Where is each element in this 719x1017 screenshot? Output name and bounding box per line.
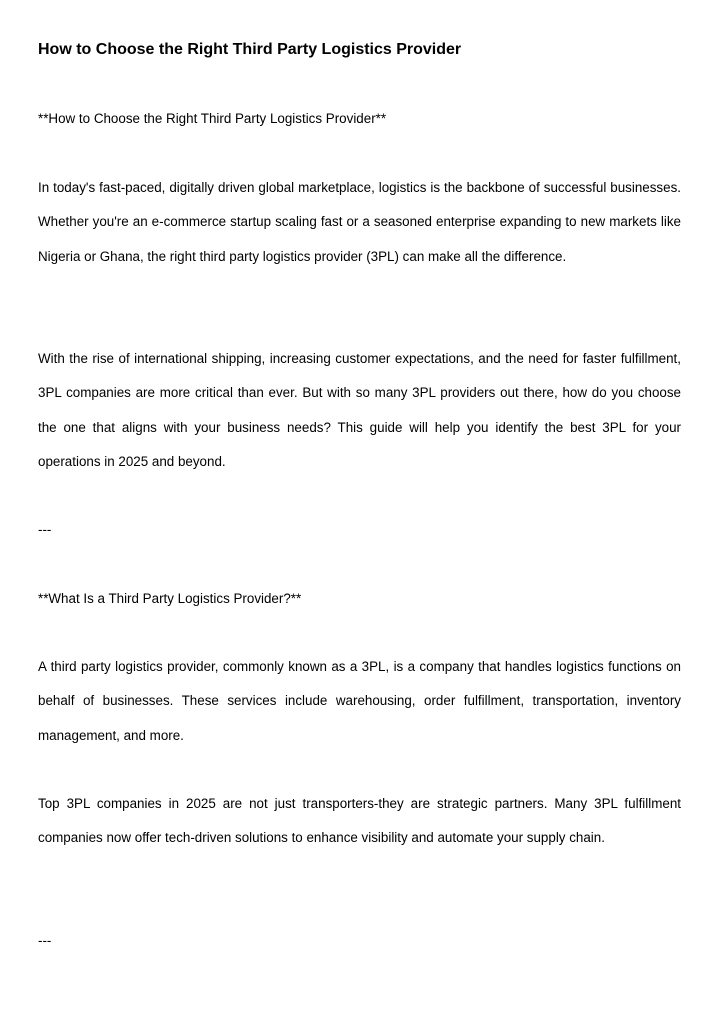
- document-page: [38, 0, 681, 1017]
- section-heading-what-is-3pl: **What Is a Third Party Logistics Provider?**: [38, 591, 302, 606]
- definition-paragraph: A third party logistics provider, commonly known as a 3PL, is a company that handles logistics functions on behalf of businesses. These services include warehousing, order fulfillment, transportation, inventory management, and more.: [38, 659, 681, 743]
- document-title: How to Choose the Right Third Party Logistics Provider: [38, 41, 462, 58]
- section-divider: ---: [38, 933, 52, 948]
- top-3pl-paragraph: Top 3PL companies in 2025 are not just transporters-they are strategic partners. Many 3PL fulfillment companies now offer tech-driven solutions to enhance visibility and automate your supply chain.: [38, 796, 681, 846]
- intro-paragraph: In today's fast-paced, digitally driven global marketplace, logistics is the backbone of successful businesses. Whether you're an e-commerce startup scaling fast or a seasoned enterprise expanding to new markets like Nigeria or Ghana, the right third party logistics provider (3PL) can make all the difference.: [38, 180, 681, 264]
- section-divider: ---: [38, 522, 52, 537]
- bold-heading-repeat: **How to Choose the Right Third Party Logistics Provider**: [38, 111, 387, 126]
- rise-paragraph: With the rise of international shipping, increasing customer expectations, and the need for faster fulfillment, 3PL companies are more critical than ever. But with so many 3PL providers out there, how do you choose the one that aligns with your business needs? This guide will help you identify the best 3PL for your operations in 2025 and beyond.: [38, 351, 681, 469]
